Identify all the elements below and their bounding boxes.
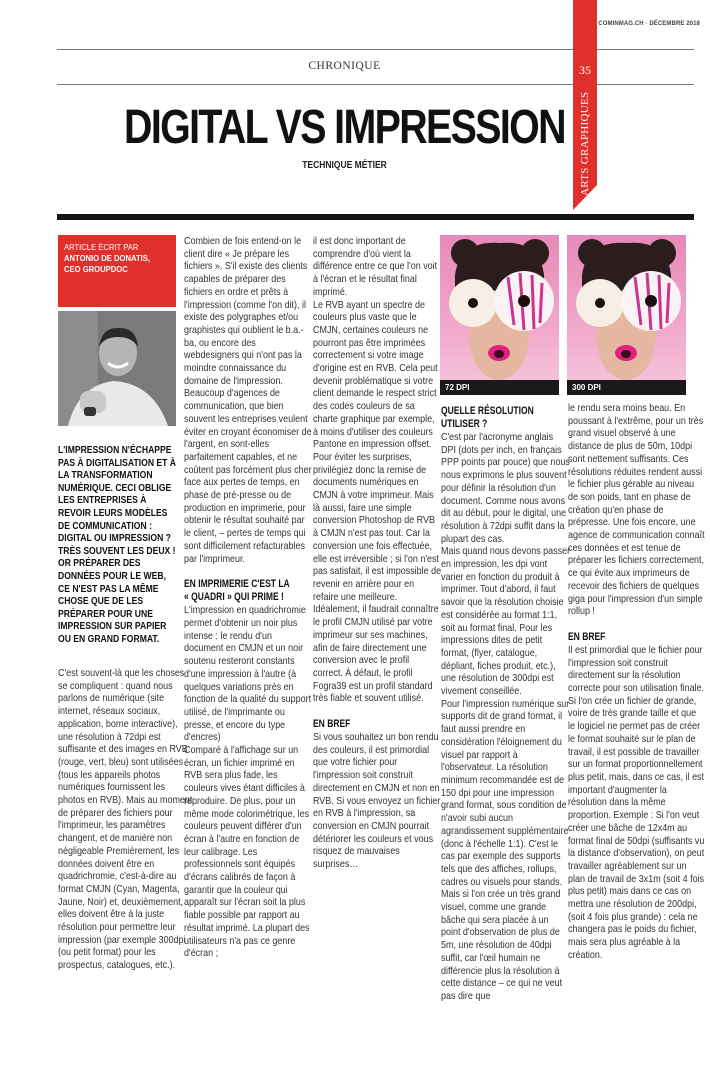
paragraph: Il est primordial que le fichier pour l'impression soit construit directement sur la résolution correcte pour son utilisation finale. Si l'on crée un fichier de grande, voire de très grande taille et que le logiciel ne permet pas de créer le format souhaité sur le plan de travail, il est possible de travailler sur un format proportionnellement plus petit, mais, dans ce cas, il est important d'augmenter la résolution dans la même proportion. Exemple : Si l'on veut créer une bâche de 12x4m au format final de 50dpi (suffisants vu la distance d'observation), on peut travailler agréablement sur un plan de travail de 3x1m (soit 4 fois plus petit) mais dans ce cas on mettra une résolution de 200dpi, (soit 4 fois plus grande) : cela ne changera pas le poids du fichier, mais sera plus agréable à la création.	[568, 644, 705, 961]
author-credit	[58, 235, 176, 307]
section-heading: EN IMPRIMERIE C'EST LA « QUADRI » QUI PRIME !	[184, 578, 290, 604]
header-rule-top	[57, 49, 694, 50]
paragraph: Combien de fois entend-on le client dire « Je prépare les fichiers ». S'il existe des clients capables de préparer des fichiers en ordre et prêts à l'impression (comme l'on dit), il existe des polygraphes et/ou graphistes qui oublient le b.a.-ba, ou encore des webdesigners qui n'ont pas la moindre connaissance du domaine de l'impression. Beaucoup d'agences de communication, que bien souvent les entreprises veulent éviter en croyant économiser de l'argent, en sont-elles parfaitement capables, et ne coûtent pas forcément plus cher face aux pertes de temps, en phase de pré-presse ou de production en imprimerie, pour obtenir le résultat souhaité par le client, – pertes de temps qui sont difficilement refacturables par l'imprimeur.	[184, 236, 312, 565]
paragraph: C'est par l'acronyme anglais DPI (dots per inch, en français PPP points par pouce) que nous nous exprimons le plus souvent pour définir la résolution d'un document. Comme nous avons dit au début, pour le digital, une résolution à 72dpi suffit dans la plupart des cas.	[441, 432, 570, 545]
article-title: DIGITAL VS IMPRESSION	[124, 101, 565, 154]
paragraph: Pour l'impression numérique sur supports dit de grand format, il faut aussi prendre en considération l'éloignement du visuel par rapport à l'observateur. La résolution minimum recommandée est de 150 dpi pour une impression grand format, sous condition de n'avoir subi aucun agrandissement supplémentaire (donc à l'échelle 1:1). C'est le cas par exemple des supports tels que des affiches, rollups, cadres ou visuels pour stands.	[441, 698, 570, 888]
paragraph: Le RVB ayant un spectre de couleurs plus vaste que le CMJN, certaines couleurs ne pourront pas être imprimées correctement si votre image d'origine est en RVB. Cela peut devenir problématique si votre client demande le respect strict des codes couleurs de sa charte graphique par exemple, à moins d'utiliser des couleurs Pantone en impression offset.	[313, 299, 438, 451]
paragraph: Comparé à l'affichage sur un écran, un fichier imprimé en RVB sera plus fade, les couleurs vives étant difficiles à reproduire. De plus, pour un même mode colorimétrique, les couleurs peuvent différer d'un écran à l'autre en fonction de leur calibrage. Les professionnels sont équipés d'écrans calibrés de façon à garantir que la couleur qui apparaît sur l'écran soit la plus fiable possible par rapport au résultat imprimé. La plupart des utilisateurs n'a pas ce genre d'écran ;	[184, 745, 310, 960]
article-column-2	[184, 236, 327, 961]
section-heading: QUELLE RÉSOLUTION UTILISER ?	[441, 405, 534, 430]
photo-72dpi	[440, 235, 559, 395]
article-column-3	[313, 236, 456, 872]
author-role: CEO GROUPDOC	[64, 264, 128, 274]
article-subtitle: TECHNIQUE MÉTIER	[302, 160, 387, 171]
title-divider	[57, 214, 694, 220]
ribbon-label: ARTS GRAPHIQUES	[579, 91, 591, 196]
paragraph: C'est souvent-là que les choses se compliquent : quand nous parlons de numérique (site internet, réseaux sociaux, application, borne interactive), une résolution à 72dpi est suffisante et des images en RVB (rouge, vert, bleu) sont utilisées (tous les appareils photos numériques fournissent les photos en RVB). Mais au moment de préparer des fichiers pour l'imprimeur, les paramètres changent, et de manière non négligeable Premièrement, les données doivent être en quadrichromie, c'est-à-dire au format CMJN (Cyan, Magenta, Jaune, Noir) et, deuxièmement, elles doivent être à la juste résolution pour permettre leur impression (par exemple 300dpi (ou petit format) pour les prospectus, catalogues, etc.).	[58, 668, 193, 972]
photo-caption: 72 DPI	[440, 380, 559, 395]
photo-300dpi	[567, 235, 686, 395]
section-heading: EN BREF	[313, 718, 351, 731]
paragraph: il est donc important de comprendre d'où vient la différence entre ce que l'on voit à l'écran et le résultat final imprimé.	[313, 236, 438, 298]
article-column-4	[441, 405, 587, 1004]
article-column-5	[568, 403, 710, 963]
header-rule-bottom	[57, 84, 694, 85]
section-heading: EN BREF	[568, 630, 606, 643]
photo-caption: 300 DPI	[567, 380, 686, 395]
paragraph: Mais si l'on crée un très grand visuel, comme une grande bâche qui sera placée à un point d'observation de plus de 5m, une résolution de 40dpi suffit, car l'œil humain ne différencie plus la résolution à cette distance – ce qui ne veut pas dire que	[441, 889, 563, 1002]
article-column-1	[58, 668, 194, 973]
paragraph: le rendu sera moins beau. En poussant à l'extrême, pour un très grand visuel observé à une distance de plus de 50m, 10dpi sont nettement suffisants. Ces résolutions réduites rendent aussi le fichier plus gérable au niveau de son poids, tant en phase de création qu'en phase de prépresse. Une fois encore, une agence de communication connaît ces données et est tenue de préparer les fichiers correctement, ce qui évite aux imprimeurs de recevoir des fichiers de quelques giga pour l'impression d'un simple rollup !	[568, 403, 705, 618]
author-name: ANTONIO DE DONATIS,	[64, 253, 151, 263]
paragraph: Si vous souhaitez un bon rendu des couleurs, il est primordial que votre fichier pour l'impression soit construit directement en CMJN et non en RVB. Si vous envoyez un fichier en RVB à l'impression, sa conversion en CMJN pourrait détériorer les couleurs et vous risquez de mauvaises surprises…	[313, 732, 441, 871]
section-label: CHRONIQUE	[308, 60, 381, 72]
donut-glasses-photo-icon	[567, 235, 686, 395]
paragraph: Mais quand nous devons passer en impression, les dpi vont varier en fonction du produit à imprimer. Tout d'abord, il faut savoir que la résolution choisie est considérée au format 1:1, soit au format final. Pour les impressions dites de petit format, (flyer, catalogue, dépliant, fiches produit, etc.), une résolution de 300dpi est vivement conseillée.	[441, 546, 571, 698]
magazine-meta: COMINMAG.CH · DÉCEMBRE 2018	[598, 21, 700, 27]
page-number: 35	[579, 63, 591, 77]
author-label: ARTICLE ÉCRIT PAR	[64, 242, 139, 252]
paragraph: Pour éviter les surprises, privilégiez donc la remise de documents numériques en CMJN à votre imprimeur. Mais là aussi, faire une simple conversion Photoshop de RVB à CMJN n'est pas tout. Car la conversion une fois effectuée, elle est irréversible ; si l'on n'est pas satisfait, il est impossible de revenir en arrière pour en refaire une meilleure. Idéalement, il faudrait connaître le profil CMJN utilisé par votre imprimeur sur ses machines, afin de faire directement une conversion avec le profil correct. À défaut, le profil Fogra39 est un profil standard très fiable et souvent utilisé.	[313, 451, 442, 705]
article-intro: L'IMPRESSION N'ÉCHAPPE PAS À DIGITALISATION ET À LA TRANSFORMATION NUMÉRIQUE. CECI OBLIGE LES ENTREPRISES À REVOIR LEURS MODÈLES DE COMMUNICATION : DIGITAL OU IMPRESSION ? TRÈS SOUVENT LES DEUX ! OR PRÉPARER DES DONNÉES POUR LE WEB, CE N'EST PAS LA MÊME CHOSE QUE DE LES PRÉPARER POUR UNE IMPRESSION SUR PAPIER OU EN GRAND FORMAT.	[58, 445, 177, 645]
donut-glasses-photo-icon	[440, 235, 559, 395]
author-portrait-icon	[58, 311, 176, 426]
paragraph: L'impression en quadrichromie permet d'obtenir un noir plus intense : le rendu d'un document en CMJN et un noir soutenu resteront constants d'une impression à l'autre (à quelques variations près en fonction de la qualité du support utilisé, de l'imprimante ou presse, et encore du type d'encres)	[184, 605, 312, 744]
